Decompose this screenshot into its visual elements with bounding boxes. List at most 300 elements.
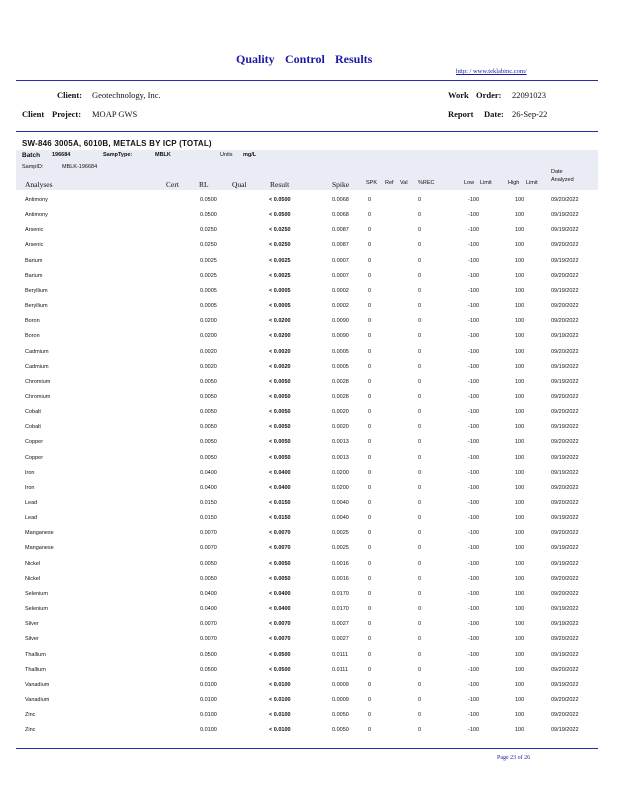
- analyte-cell: Manganese: [25, 530, 54, 537]
- rec-cell: 0: [418, 484, 422, 491]
- spike-cell: 0.0013: [332, 454, 349, 461]
- result-cell: < 0.0070: [269, 530, 291, 537]
- footer-rule: [16, 748, 598, 749]
- analyte-cell: Nickel: [25, 575, 40, 582]
- high-limit-cell: 100: [515, 318, 525, 325]
- table-row: [0, 197, 618, 212]
- col-spike: Spike: [332, 180, 350, 189]
- date-analyzed-cell: 09/20/2022: [551, 318, 579, 325]
- rl-cell: 0.0050: [200, 378, 217, 385]
- high-limit-cell: 100: [515, 409, 525, 416]
- spike-cell: 0.0200: [332, 484, 349, 491]
- high-limit-cell: 100: [515, 727, 525, 734]
- spk-val-cell: 0: [368, 378, 372, 385]
- low-limit-cell: -100: [468, 575, 480, 582]
- col-rec: %REC: [418, 180, 435, 186]
- result-cell: < 0.0400: [269, 590, 291, 597]
- analyte-cell: Arsenic: [25, 242, 44, 249]
- samptype-label: SampType:: [103, 152, 133, 158]
- spike-cell: 0.0013: [332, 439, 349, 446]
- spk-val-cell: 0: [368, 681, 372, 688]
- result-cell: < 0.0070: [269, 545, 291, 552]
- rl-cell: 0.0150: [200, 515, 217, 522]
- spk-val-cell: 0: [368, 227, 372, 234]
- work-label: Work: [448, 90, 469, 100]
- low-limit-cell: -100: [468, 318, 480, 325]
- low-limit-cell: -100: [468, 212, 480, 219]
- col-low-limit: Limit: [480, 180, 492, 186]
- spk-val-cell: 0: [368, 333, 372, 340]
- analyte-cell: Antimony: [25, 212, 48, 219]
- spike-cell: 0.0170: [332, 606, 349, 613]
- spike-cell: 0.0050: [332, 727, 349, 734]
- analyte-cell: Barium: [25, 257, 43, 264]
- result-cell: < 0.0500: [269, 212, 291, 219]
- analyte-cell: Chromium: [25, 378, 51, 385]
- col-analyses: Analyses: [25, 180, 53, 189]
- rl-cell: 0.0400: [200, 469, 217, 476]
- table-row: [0, 379, 618, 394]
- rl-cell: 0.0050: [200, 439, 217, 446]
- spk-val-cell: 0: [368, 393, 372, 400]
- low-limit-cell: -100: [468, 696, 480, 703]
- low-limit-cell: -100: [468, 515, 480, 522]
- analyte-cell: Thallium: [25, 651, 46, 658]
- spk-val-cell: 0: [368, 409, 372, 416]
- title-results: Results: [335, 52, 373, 66]
- date-analyzed-cell: 09/19/2022: [551, 469, 579, 476]
- rl-cell: 0.0500: [200, 666, 217, 673]
- result-cell: < 0.0150: [269, 500, 291, 506]
- date-analyzed-cell: 09/19/2022: [551, 727, 579, 734]
- rl-cell: 0.0400: [200, 484, 217, 491]
- rl-cell: 0.0500: [200, 212, 217, 219]
- rec-cell: 0: [418, 227, 422, 234]
- spike-cell: 0.0087: [332, 227, 349, 234]
- high-limit-cell: 100: [515, 363, 525, 370]
- table-row: [0, 318, 618, 333]
- high-limit-cell: 100: [515, 606, 525, 613]
- result-cell: < 0.0050: [269, 575, 291, 582]
- spike-cell: 0.0025: [332, 530, 349, 537]
- spike-cell: 0.0020: [332, 409, 349, 416]
- result-cell: < 0.0400: [269, 469, 291, 476]
- date-analyzed-cell: 09/19/2022: [551, 227, 579, 234]
- spike-cell: 0.0002: [332, 287, 349, 294]
- result-cell: < 0.0100: [269, 696, 291, 703]
- rec-cell: 0: [418, 712, 422, 719]
- result-cell: < 0.0100: [269, 727, 291, 734]
- analyte-cell: Silver: [25, 636, 39, 643]
- analyte-cell: Vanadium: [25, 696, 50, 703]
- date-analyzed-cell: 09/19/2022: [551, 363, 579, 370]
- analyte-cell: Boron: [25, 318, 40, 325]
- analyte-cell: Iron: [25, 484, 35, 491]
- rl-cell: 0.0200: [200, 318, 217, 325]
- col-qual: Qual: [232, 180, 247, 189]
- spike-cell: 0.0090: [332, 333, 349, 340]
- table-row: [0, 409, 618, 424]
- date-analyzed-cell: 09/19/2022: [551, 287, 579, 294]
- result-cell: < 0.0050: [269, 454, 291, 461]
- rl-cell: 0.0050: [200, 454, 217, 461]
- high-limit-cell: 100: [515, 227, 525, 234]
- date-analyzed-cell: 09/20/2022: [551, 439, 579, 446]
- col-high: High: [508, 180, 520, 186]
- rec-cell: 0: [418, 212, 422, 219]
- low-limit-cell: -100: [468, 287, 480, 294]
- date-analyzed-cell: 09/20/2022: [551, 409, 579, 416]
- analyte-cell: Manganese: [25, 545, 54, 552]
- date-analyzed-cell: 09/20/2022: [551, 272, 579, 279]
- low-limit-cell: -100: [468, 257, 480, 264]
- high-limit-cell: 100: [515, 515, 525, 522]
- high-limit-cell: 100: [515, 636, 525, 643]
- rec-cell: 0: [418, 272, 422, 279]
- table-row: [0, 545, 618, 560]
- table-row: [0, 364, 618, 379]
- spk-val-cell: 0: [368, 348, 372, 355]
- analyte-cell: Zinc: [25, 727, 36, 734]
- high-limit-cell: 100: [515, 712, 525, 719]
- col-ref: Ref: [385, 180, 394, 186]
- table-row: [0, 394, 618, 409]
- rl-cell: 0.0200: [200, 333, 217, 340]
- date-analyzed-cell: 09/19/2022: [551, 560, 579, 567]
- result-cell: < 0.0500: [269, 666, 291, 673]
- table-row: [0, 682, 618, 697]
- page-number: Page 23 of 26: [497, 755, 531, 761]
- table-row: [0, 697, 618, 712]
- analyte-cell: Copper: [25, 454, 44, 461]
- high-limit-cell: 100: [515, 575, 525, 582]
- low-limit-cell: -100: [468, 636, 480, 643]
- rl-cell: 0.0020: [200, 348, 217, 355]
- high-limit-cell: 100: [515, 212, 525, 219]
- date-label: Date:: [484, 109, 504, 119]
- spike-cell: 0.0111: [332, 666, 349, 673]
- table-row: [0, 227, 618, 242]
- analyte-cell: Cadmium: [25, 348, 49, 355]
- spk-val-cell: 0: [368, 197, 372, 203]
- units-label: Units: [220, 152, 233, 158]
- spike-cell: 0.0005: [332, 348, 349, 355]
- table-row: [0, 303, 618, 318]
- low-limit-cell: -100: [468, 484, 480, 491]
- rec-cell: 0: [418, 424, 422, 431]
- table-row: [0, 591, 618, 606]
- spike-cell: 0.0028: [332, 393, 349, 400]
- rl-cell: 0.0070: [200, 545, 217, 552]
- date-analyzed-cell: 09/19/2022: [551, 515, 579, 522]
- high-limit-cell: 100: [515, 287, 525, 294]
- date-analyzed-cell: 09/19/2022: [551, 621, 579, 628]
- analyte-cell: Selenium: [25, 606, 48, 613]
- spike-cell: 0.0068: [332, 197, 349, 203]
- date-header-line2: Analyzed: [551, 177, 574, 183]
- analyte-cell: Thallium: [25, 666, 46, 673]
- high-limit-cell: 100: [515, 500, 525, 506]
- high-limit-cell: 100: [515, 545, 525, 552]
- table-row: [0, 576, 618, 591]
- analyte-cell: Chromium: [25, 393, 51, 400]
- rec-cell: 0: [418, 287, 422, 294]
- table-row: [0, 470, 618, 485]
- rl-cell: 0.0025: [200, 257, 217, 264]
- result-cell: < 0.0025: [269, 257, 291, 264]
- result-cell: < 0.0400: [269, 484, 291, 491]
- date-analyzed-cell: 09/20/2022: [551, 197, 579, 203]
- table-row: [0, 727, 618, 742]
- low-limit-cell: -100: [468, 272, 480, 279]
- high-limit-cell: 100: [515, 469, 525, 476]
- result-cell: < 0.0400: [269, 606, 291, 613]
- low-limit-cell: -100: [468, 242, 480, 249]
- rec-cell: 0: [418, 333, 422, 340]
- rec-cell: 0: [418, 439, 422, 446]
- rl-cell: 0.0250: [200, 227, 217, 234]
- rl-cell: 0.0150: [200, 500, 217, 506]
- spike-cell: 0.0007: [332, 272, 349, 279]
- spk-val-cell: 0: [368, 439, 372, 446]
- rl-cell: 0.0005: [200, 287, 217, 294]
- spike-cell: 0.0027: [332, 621, 349, 628]
- rec-cell: 0: [418, 621, 422, 628]
- date-analyzed-cell: 09/19/2022: [551, 212, 579, 219]
- high-limit-cell: 100: [515, 242, 525, 249]
- high-limit-cell: 100: [515, 560, 525, 567]
- spk-val-cell: 0: [368, 484, 372, 491]
- rl-cell: 0.0500: [200, 197, 217, 203]
- rl-cell: 0.0050: [200, 393, 217, 400]
- table-row: [0, 349, 618, 364]
- low-limit-cell: -100: [468, 409, 480, 416]
- low-limit-cell: -100: [468, 439, 480, 446]
- rec-cell: 0: [418, 696, 422, 703]
- spike-cell: 0.0005: [332, 363, 349, 370]
- rec-cell: 0: [418, 515, 422, 522]
- spk-val-cell: 0: [368, 545, 372, 552]
- rl-cell: 0.0400: [200, 606, 217, 613]
- table-row: [0, 712, 618, 727]
- rl-cell: 0.0500: [200, 651, 217, 658]
- spk-val-cell: 0: [368, 606, 372, 613]
- date-analyzed-cell: 09/20/2022: [551, 484, 579, 491]
- order-label: Order:: [476, 90, 502, 100]
- analyte-cell: Copper: [25, 439, 44, 446]
- result-cell: < 0.0150: [269, 515, 291, 522]
- rec-cell: 0: [418, 393, 422, 400]
- date-analyzed-cell: 09/19/2022: [551, 378, 579, 385]
- analyte-cell: Arsenic: [25, 227, 44, 234]
- spk-val-cell: 0: [368, 575, 372, 582]
- date-analyzed-cell: 09/19/2022: [551, 651, 579, 658]
- high-limit-cell: 100: [515, 197, 525, 203]
- analyte-cell: Nickel: [25, 560, 40, 567]
- high-limit-cell: 100: [515, 696, 525, 703]
- table-row: [0, 258, 618, 273]
- rl-cell: 0.0050: [200, 560, 217, 567]
- result-cell: < 0.0005: [269, 287, 291, 294]
- result-cell: < 0.0250: [269, 242, 291, 249]
- spike-cell: 0.0028: [332, 378, 349, 385]
- table-row: [0, 273, 618, 288]
- table-row: [0, 485, 618, 500]
- high-limit-cell: 100: [515, 621, 525, 628]
- rl-cell: 0.0050: [200, 409, 217, 416]
- rl-cell: 0.0250: [200, 242, 217, 249]
- spk-val-cell: 0: [368, 621, 372, 628]
- analyte-cell: Cadmium: [25, 363, 49, 370]
- result-cell: < 0.0050: [269, 424, 291, 431]
- rec-cell: 0: [418, 363, 422, 370]
- result-cell: < 0.0500: [269, 651, 291, 658]
- low-limit-cell: -100: [468, 545, 480, 552]
- high-limit-cell: 100: [515, 348, 525, 355]
- result-cell: < 0.0070: [269, 636, 291, 643]
- spike-cell: 0.0016: [332, 575, 349, 582]
- high-limit-cell: 100: [515, 393, 525, 400]
- high-limit-cell: 100: [515, 590, 525, 597]
- analyte-cell: Lead: [25, 500, 38, 506]
- lab-website-link[interactable]: http: / www.teklabinc.com/: [456, 68, 527, 75]
- rl-cell: 0.0100: [200, 712, 217, 719]
- high-limit-cell: 100: [515, 439, 525, 446]
- low-limit-cell: -100: [468, 727, 480, 734]
- low-limit-cell: -100: [468, 333, 480, 340]
- low-limit-cell: -100: [468, 590, 480, 597]
- spike-cell: 0.0009: [332, 681, 349, 688]
- low-limit-cell: -100: [468, 681, 480, 688]
- sampid-value: MBLK-196684: [62, 164, 98, 170]
- analyte-cell: Boron: [25, 333, 40, 340]
- spike-cell: 0.0068: [332, 212, 349, 219]
- rec-cell: 0: [418, 242, 422, 249]
- client-value: Geotechnology, Inc.: [92, 90, 161, 100]
- low-limit-cell: -100: [468, 621, 480, 628]
- date-analyzed-cell: 09/19/2022: [551, 333, 579, 340]
- spk-val-cell: 0: [368, 666, 372, 673]
- col-cert: Cert: [166, 180, 179, 189]
- spk-val-cell: 0: [368, 530, 372, 537]
- spike-cell: 0.0027: [332, 636, 349, 643]
- spike-cell: 0.0200: [332, 469, 349, 476]
- rl-cell: 0.0100: [200, 727, 217, 734]
- samptype-value: MBLK: [155, 152, 171, 158]
- rec-cell: 0: [418, 409, 422, 416]
- result-cell: < 0.0050: [269, 560, 291, 567]
- low-limit-cell: -100: [468, 363, 480, 370]
- table-row: [0, 606, 618, 621]
- rec-cell: 0: [418, 454, 422, 461]
- table-row: [0, 212, 618, 227]
- result-cell: < 0.0005: [269, 303, 291, 310]
- low-limit-cell: -100: [468, 651, 480, 658]
- date-header-line1: Date: [551, 169, 563, 175]
- low-limit-cell: -100: [468, 454, 480, 461]
- table-row: [0, 515, 618, 530]
- low-limit-cell: -100: [468, 393, 480, 400]
- rl-cell: 0.0400: [200, 590, 217, 597]
- rec-cell: 0: [418, 303, 422, 310]
- rec-cell: 0: [418, 257, 422, 264]
- rec-cell: 0: [418, 560, 422, 567]
- spk-val-cell: 0: [368, 242, 372, 249]
- low-limit-cell: -100: [468, 348, 480, 355]
- high-limit-cell: 100: [515, 303, 525, 310]
- result-cell: < 0.0020: [269, 363, 291, 370]
- low-limit-cell: -100: [468, 197, 480, 203]
- analyte-cell: Barium: [25, 272, 43, 279]
- low-limit-cell: -100: [468, 530, 480, 537]
- spk-val-cell: 0: [368, 727, 372, 734]
- high-limit-cell: 100: [515, 424, 525, 431]
- rec-cell: 0: [418, 681, 422, 688]
- result-cell: < 0.0050: [269, 409, 291, 416]
- rl-cell: 0.0100: [200, 696, 217, 703]
- analyte-cell: Cobalt: [25, 424, 41, 431]
- high-limit-cell: 100: [515, 333, 525, 340]
- result-cell: < 0.0200: [269, 333, 291, 340]
- table-row: [0, 530, 618, 545]
- spike-cell: 0.0087: [332, 242, 349, 249]
- rec-cell: 0: [418, 606, 422, 613]
- report-label: Report: [448, 109, 474, 119]
- date-analyzed-cell: 09/19/2022: [551, 424, 579, 431]
- analyte-cell: Cobalt: [25, 409, 41, 416]
- rec-cell: 0: [418, 727, 422, 734]
- low-limit-cell: -100: [468, 560, 480, 567]
- spk-val-cell: 0: [368, 590, 372, 597]
- analyte-cell: Silver: [25, 621, 39, 628]
- date-analyzed-cell: 09/20/2022: [551, 500, 579, 506]
- analyte-cell: Antimony: [25, 197, 48, 203]
- client-label: Client:: [57, 90, 83, 100]
- table-row: [0, 652, 618, 667]
- date-analyzed-cell: 09/19/2022: [551, 454, 579, 461]
- date-analyzed-cell: 09/20/2022: [551, 303, 579, 310]
- high-limit-cell: 100: [515, 530, 525, 537]
- rec-cell: 0: [418, 469, 422, 476]
- batch-label: Batch: [22, 152, 41, 159]
- date-analyzed-cell: 09/19/2022: [551, 257, 579, 264]
- spike-cell: 0.0111: [332, 651, 349, 658]
- rl-cell: 0.0070: [200, 636, 217, 643]
- spike-cell: 0.0040: [332, 500, 349, 506]
- rl-cell: 0.0005: [200, 303, 217, 310]
- spk-val-cell: 0: [368, 651, 372, 658]
- col-low: Low: [464, 180, 475, 186]
- high-limit-cell: 100: [515, 651, 525, 658]
- spike-cell: 0.0007: [332, 257, 349, 264]
- low-limit-cell: -100: [468, 378, 480, 385]
- high-limit-cell: 100: [515, 666, 525, 673]
- spike-cell: 0.0020: [332, 424, 349, 431]
- low-limit-cell: -100: [468, 469, 480, 476]
- spk-val-cell: 0: [368, 515, 372, 522]
- spike-cell: 0.0050: [332, 712, 349, 719]
- analyte-cell: Lead: [25, 515, 38, 522]
- client-project-label: Client: [22, 109, 45, 119]
- rec-cell: 0: [418, 197, 422, 203]
- rl-cell: 0.0020: [200, 363, 217, 370]
- table-row: [0, 455, 618, 470]
- work-order-value: 22091023: [512, 90, 546, 100]
- date-analyzed-cell: 09/19/2022: [551, 545, 579, 552]
- batch-value: 196684: [52, 152, 71, 158]
- spike-cell: 0.0040: [332, 515, 349, 522]
- title-quality: Quality: [236, 52, 275, 66]
